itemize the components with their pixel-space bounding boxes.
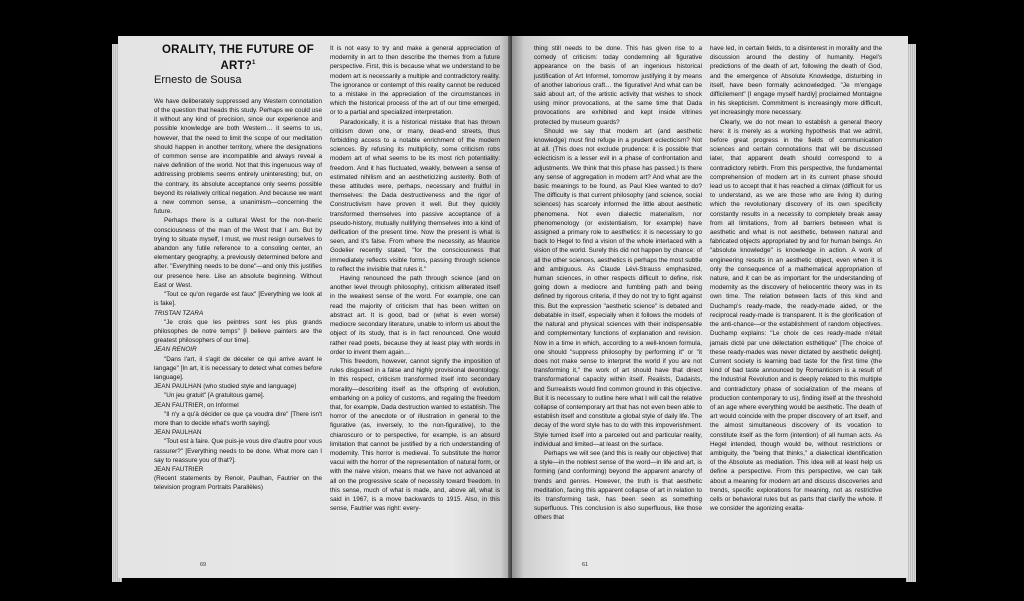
epigraph-quote: "Tout ce qu'on regarde est faux" [Everything we look at is fake]. TRISTAN TZARA: [154, 291, 322, 317]
epigraph-quote: "Un jeu gratuit" [A gratuitous game]. JEAN FAUTRIER, on Informel: [154, 392, 265, 409]
paragraph: Paradoxically, it is a historical mistake that has thrown criticism down one, or many, dead-end streets, thus forbidding access to a notable enrichment of the modern sciences. By refusing its multiplicity, some criticism robs modern art of what seems to be its most rich potentiality: freedom. And it has fluctuated, weakly, between a sense of estimated nihilism and an aestheticizing austerity. Both of these attitudes were, perhaps, necessary and fruitful in themselves: the Dada destructiveness and the rigor of Constructivism have proven it well. But they quickly transformed themselves into passive acceptance of a pseudo-history, mutually nullifying themselves into a kind of deification of the present time. Now the present is what is seen, and it's false. From where the necessity, as Maurice Godelier recently stated, "for the consciousness that immediately reflects visible forms, passing through science to reflect the invisible that rules it.": [330, 118, 500, 273]
left-page: [118, 36, 512, 578]
page-number-left: 69: [200, 562, 207, 568]
epigraph-quote: "Dans l'art, il s'agit de déceler ce qui arrive avant le langage" [In art, it is necessary to detect what comes before language]. JEAN PAULHAN (who studied style and language): [154, 355, 322, 391]
page-number-right: 61: [582, 562, 589, 568]
paragraph: Having renounced the path through science (and on another level through philosophy), criticism alliterated itself in the weakest sense of the word. For example, one can read the majority of criticism that has been written on abstract art. It is good, bad or (what is even worse) mediocre secondary literature, unable to inform us about the object of its study, that is in fact renounced. One would rather read poets, because they at least play with words in order to invent them again…: [330, 275, 500, 356]
paragraph: Perhaps we will see (and this is really our objective) that a style—in the noblest sense of the word—in life and art, is forming (and conforming) beyond the apparent anarchy of trends and genres. However, the truth is that aesthetic meditation, facing this apparent collapse of art in relation to its transforming task, has been seen as something superfluous. This conclusion is also superfluous, like those others that: [534, 449, 702, 522]
paragraph: have led, in certain fields, to a disinterest in morality and the discussion around the destiny of humanity. Hegel's predictions of the death of art, following the death of God, and the emergence of Absolute Knowledge, disturbing in itself, have been formally acknowledged. "Je m'engage difficilement" [I engage myself hardly] proclaimed Montaigne in his skepticism. Commitment is increasingly more difficult, yet increasingly more necessary.: [710, 45, 882, 117]
paragraph: Should we say that modern art (and aesthetic knowledge) must find refuge in a prudent eclecticism? Not at all. (This does not exclude prudence: it is possible that eclecticism is a lesser evil in a phase of confrontation and adjustments. We think that this phase has passed.) Is there any sense of aggregation in modern art? And what are the basic meanings to be found, as Paul Klee wanted to do? The difficulty is that current philosophy (and science, social sciences) has scarcely informed the little about aesthetic phenomena. Not even dialectic materialism, nor phenomenology (or existentialism, for example) have assigned a primary role to aesthetics: it is necessary to go back to Hegel to find a vision of the whole interlaced with a vision of the world. Surely this did not happen by chance: of all the other sciences, aesthetics is perhaps the most subtle and ambiguous. As Claude Lévi-Strauss emphasized, human sciences, in other respects difficult to define, risk going down a mediocre and fumbling path and being defined by rigorous criteria, if they do not try to fight against this. But the expression "aesthetic science" is debated and debatable in itself, especially when it follows the models of the natural and physical sciences with their indispensable and complementary functions of explanation and revision. Now in a time in which, according to a well-known formula, one should "suppress philosophy by performing it" or "it does not make sense to interpret the world if you are not transforming it," the work of art should have that direct transformational capacity within itself. Realists, Dadaists, and Surrealists would find common ground in this objective. But it is necessary to outline here what I will call the relative collapse of contemporary art that has not even been able to establish itself and constitute a global style of daily life. The decay of the word style has to do with this impoverishment. Style turned itself into a parceled out and particular reality, individual and limited—at least on the surface.: [534, 127, 702, 448]
epigraph-quote: "Il n'y a qu'à décider ce que ça voudra dire" [There isn't more than to decide what's worth saying]. JEAN PAULHAN: [154, 410, 322, 437]
paragraph: thing still needs to be done. This has given rise to a comedy of criticism: today condemning all figurative appearance on the basis of an ingenious historical justification of Art Informel, tomorrow justifying it by means of another laborious craft… the figurative! And what can be said about art, of the artistic activity that wishes to shock using minor provocations, at the same time that Dada provocations are exhibited and kept inside vitrines protected by museum guards?: [534, 45, 702, 126]
right-page-column-1: [534, 44, 702, 523]
left-page-column-2: [330, 44, 500, 513]
paragraph: This freedom, however, cannot signify the imposition of rules disguised in a false and highly provisional deontology. In this respect, criticism transformed itself into secondary morality—describing itself as the offspring of evolution, embarking on a policy of customs, and regaling the freedom that, for example, Dada destruction wanted to establish. The horror of the anecdote or of illustration in general to the figurative (as, inversely, to the non-figurative), to the chiaroscuro or to perspective, for example, is an absurd limitation that cannot be justified by a rich understanding of modernity. This horror is medieval. To substitute the horror vacui with the horror of the representation of natural form, or with the naive vision, means that we have not advanced at all on the progressive scale of necessity toward freedom. In this sense, much of what is made, and, above all, what is said in 1967, is a move backwards to 1915. Also, in this sense, Fautrier was right: every-: [330, 357, 500, 513]
article-title: ORALITY, THE FUTURE OF ART?$^1$: [162, 44, 314, 72]
right-page-column-2: [710, 44, 882, 513]
left-page-column-1: [154, 44, 322, 493]
epigraph-quote: "Je crois que les peintres sont les plus grands philosophes de notre temps" [I believe painters are the greatest philosophers of our time]. JEAN RENOIR: [154, 318, 322, 354]
epigraph-quote: "Tout est à faire. Que puis-je vous dire d'autre pour vous rassurer?" [Everything needs to be done. What more can I say to reassure you of that?]. JEAN FAUTRIER (Recent statements by Renoir, Paulhan, Fautrier on the television program Portraits Parallèles): [154, 438, 322, 492]
paragraph: It is not easy to try and make a general appreciation of modernity in art to then describe the themes from a future perspective. First, this is because what we understand to be modern art is necessarily a multiple and contradictory reality. The ignorance or contempt of this reality cannot be reduced to a mistake in the appreciation of the circumstances in which the historical process of the art of our time emerged, or to a partial and specialized interpretation.: [330, 45, 500, 117]
article-author: Ernesto de Sousa: [154, 73, 242, 86]
paragraph: Clearly, we do not mean to establish a general theory here: it is merely as a working hypothesis that we admit, before great progress in the fields of communication sciences and certain connotations that will be discussed later, that apparent death should correspond to a contradictory rebirth. From this perspective, the fundamental comprehension of modern art in its current phase should lead us to accept that it has reached a climax (difficult for us to understand, as we are those who are living it) during which the revolutionary discovery of its own specificity constantly results in a necessity to completely break away from all limitations, from all barriers between what is aesthetic and what is not aesthetic, between natural and fabricated objects appropriated by and for human beings. An "absolute knowledge" is knowledge in action. A work of engineering results in an aesthetic object, even when it is only the consequence of a mathematical appropriation of nature, and it can be as important for the understanding of modernity as the discovery of heliocentric theory was in its own time. The relation between facts of this kind and Duchamp's ready-made, the ready-made aided, or the reciprocal ready-made is transparent. It is the glorification of the anti-chance—or the establishment of random objectives. Duchamp explains: "Le choix de ces ready-made n'était jamais dicté par une délectation esthétique" [The choice of these ready-mades was never dictated by aesthetic delight]. Current society is learning bad taste for the first time (the kind of bad taste announced by Romanticism is a result of the Industrial Revolution and is deeply related to this multiple and contradictory phase of socialization of the means of production contemporary to us), finding itself at the threshold of an age where everything would be aesthetic. The death of art would coincide with the proper discovery of art itself, and the almost simultaneous discovery of its vocation to constitute itself as the form (intention) of all human acts. As Hegel intended, though would be, without restrictions or ambiguity, the "being that thinks," a dialectical identification of the Absolute as mediation. This idea will at least help us define a perspective. From this perspective, we can talk about a meaning for modern art and discuss discoveries and trends, specific explorations for meaning, not as restrictive cells or behavioral rules but as parts that clarify the whole. If we consider the agonizing exalta-: [710, 118, 882, 513]
paragraph: Perhaps there is a cultural West for the non-theric consciousness of the man of the West that I am. But by trying to situate myself, I must, we must resign ourselves to abandon any futile reference to a consoling center, an elementary geography, a previously determined before and after. "Everything needs to be done"—and only this justifies our presence here. Like an absolute beginning. Without East or West.: [154, 217, 322, 289]
right-page: [512, 36, 908, 578]
paragraph: We have deliberately suppressed any Western connotation of the question that heads this study. Perhaps we could use it without any kind of precision, since our experience and possible knowledge are both Western… it seems to us, however, that the need to limit the scope of our meditation should happen in another territory, where the designations of common sense are incompatible and always reveal a naive definition of the world. Not that this ingenuous way of addressing problems seems entirely uninteresting; but, on the contrary, its absolute acceptance only seems possible beyond its relatively critical negation. And because we want a new common sense, a unanimism—concerning the future.: [154, 97, 322, 216]
